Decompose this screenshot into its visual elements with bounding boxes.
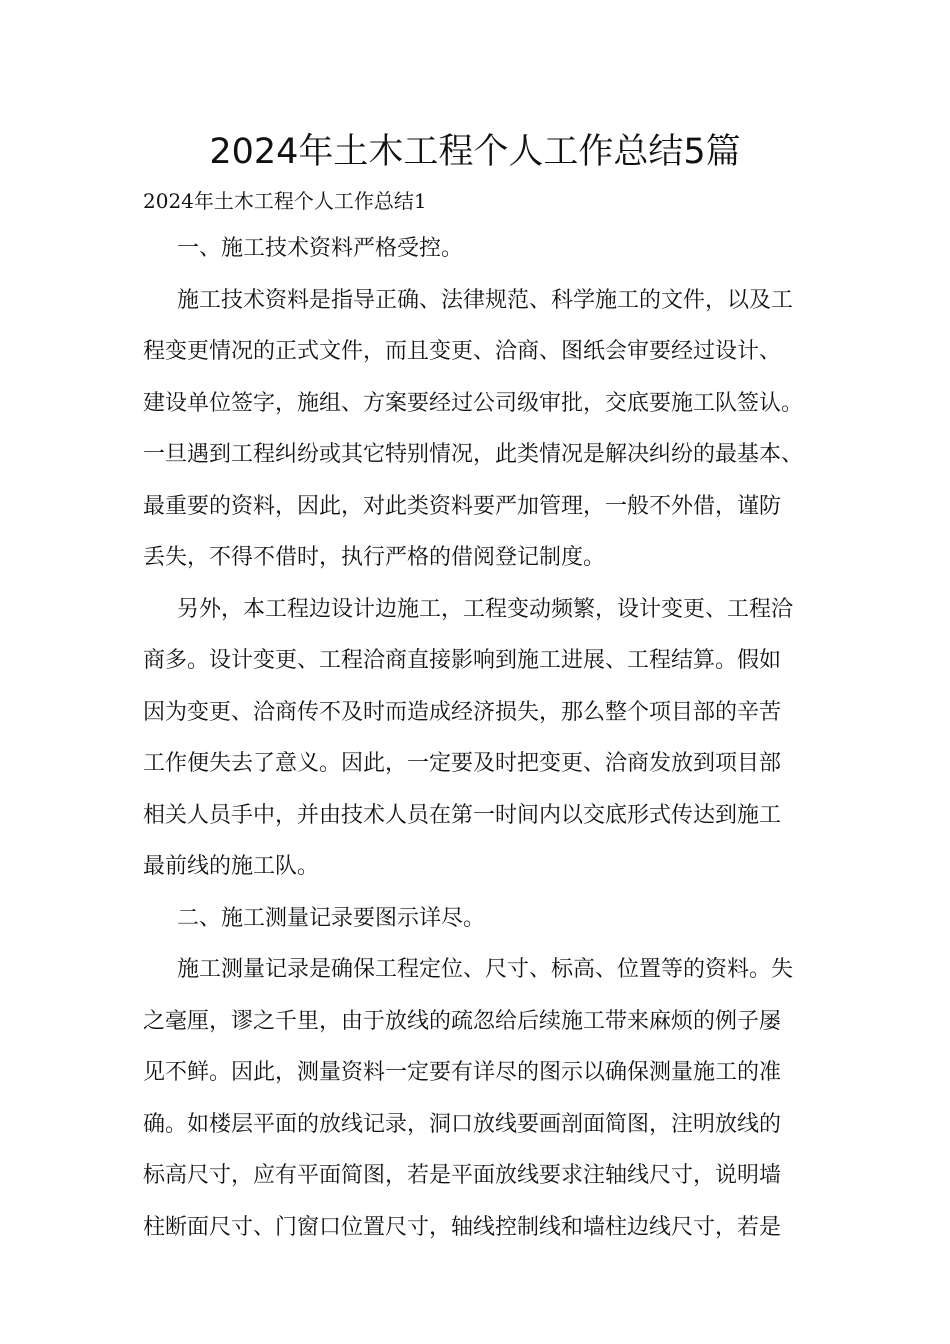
paragraph-line: 商多。设计变更、工程洽商直接影响到施工进展、工程结算。假如 <box>143 648 782 673</box>
paragraph-line: 程变更情况的正式文件，而且变更、洽商、图纸会审要经过设计、 <box>143 339 782 364</box>
section-heading: 2024年土木工程个人工作总结1 <box>143 189 427 213</box>
paragraph-line: 施工测量记录是确保工程定位、尺寸、标高、位置等的资料。失 <box>177 957 794 982</box>
paragraph-line: 最前线的施工队。 <box>143 854 320 879</box>
paragraph-line: 建设单位签字，施组、方案要经过公司级审批，交底要施工队签认。 <box>143 391 804 416</box>
paragraph-line: 确。如楼层平面的放线记录，洞口放线要画剖面简图，注明放线的 <box>143 1112 782 1137</box>
paragraph-heading-2: 二、施工测量记录要图示详尽。 <box>177 906 486 931</box>
paragraph-line: 见不鲜。因此，测量资料一定要有详尽的图示以确保测量施工的准 <box>143 1060 782 1085</box>
paragraph-line: 一旦遇到工程纠纷或其它特别情况，此类情况是解决纠纷的最基本、 <box>143 442 804 467</box>
paragraph-line: 最重要的资料，因此，对此类资料要严加管理，一般不外借，谨防 <box>143 494 782 519</box>
paragraph-line: 标高尺寸，应有平面简图，若是平面放线要求注轴线尺寸，说明墙 <box>143 1163 782 1188</box>
paragraph-line: 工作便失去了意义。因此，一定要及时把变更、洽商发放到项目部 <box>143 751 782 776</box>
paragraph-line: 因为变更、洽商传不及时而造成经济损失，那么整个项目部的辛苦 <box>143 700 782 725</box>
paragraph-line: 之毫厘，谬之千里，由于放线的疏忽给后续施工带来麻烦的例子屡 <box>143 1009 782 1034</box>
paragraph-line: 施工技术资料是指导正确、法律规范、科学施工的文件，以及工 <box>177 288 794 313</box>
paragraph-line: 丢失，不得不借时，执行严格的借阅登记制度。 <box>143 545 606 570</box>
paragraph-line: 柱断面尺寸、门窗口位置尺寸，轴线控制线和墙柱边线尺寸，若是 <box>143 1215 782 1240</box>
paragraph-heading-1: 一、施工技术资料严格受控。 <box>177 236 464 261</box>
document-title: 2024年土木工程个人工作总结5篇 <box>209 132 741 172</box>
paragraph-line: 相关人员手中，并由技术人员在第一时间内以交底形式传达到施工 <box>143 803 782 828</box>
paragraph-line: 另外，本工程边设计边施工，工程变动频繁，设计变更、工程洽 <box>177 597 794 622</box>
